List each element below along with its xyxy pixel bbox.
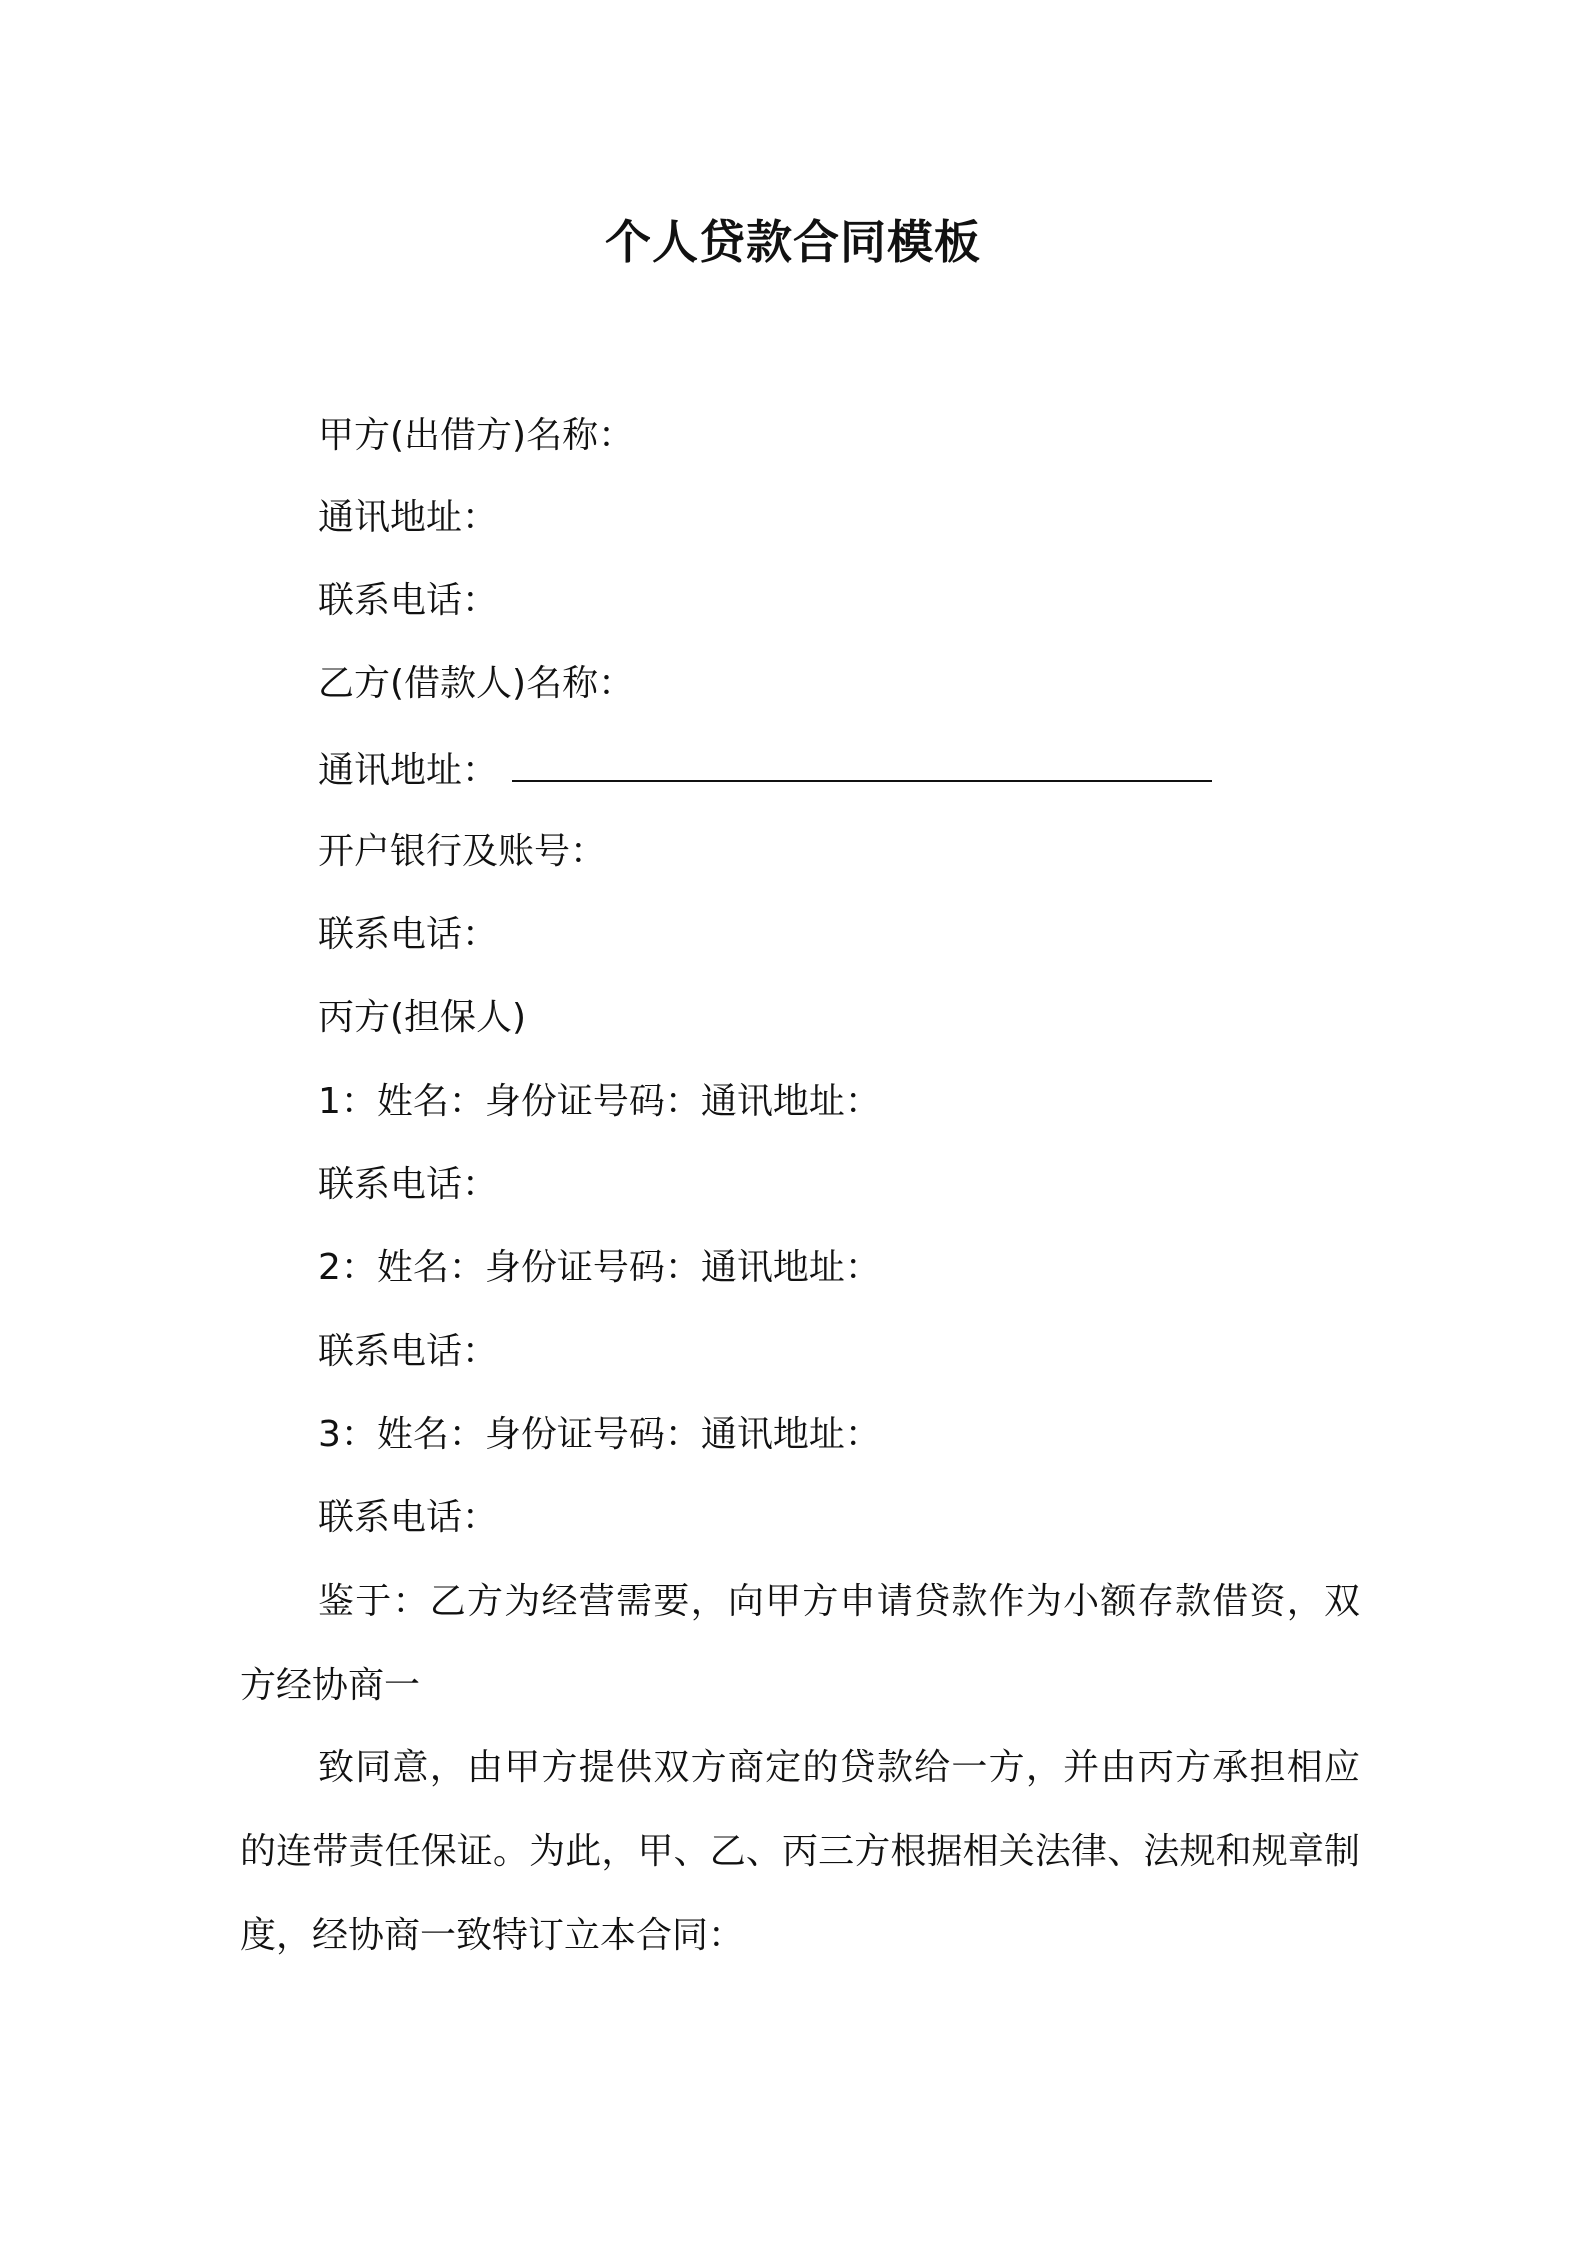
party-a-name-label: 甲方(出借方)名称： xyxy=(318,415,635,456)
party-b-phone-label: 联系电话： xyxy=(318,914,499,955)
party-a-address-label: 通讯地址： xyxy=(318,497,499,538)
party-c-heading: 丙方(担保人) xyxy=(318,997,527,1038)
party-b-address-label: 通讯地址： xyxy=(318,750,499,791)
recital-paragraph-1: 鉴于：乙方为经营需要，向甲方申请贷款作为小额存款借资，双方经协商一 xyxy=(240,1581,1360,1706)
guarantor-1-phone-label: 联系电话： xyxy=(318,1164,499,1205)
party-b-address-blank-line xyxy=(512,744,1212,782)
party-a-phone-label: 联系电话： xyxy=(318,580,499,621)
guarantor-2-info-label: 2：姓名：身份证号码：通讯地址： xyxy=(318,1247,881,1288)
party-b-bank-label: 开户银行及账号： xyxy=(318,831,607,872)
guarantor-2-phone-label: 联系电话： xyxy=(318,1331,499,1372)
guarantor-1-info-label: 1：姓名：身份证号码：通讯地址： xyxy=(318,1081,881,1122)
party-b-name-label: 乙方(借款人)名称： xyxy=(318,663,635,704)
guarantor-3-phone-label: 联系电话： xyxy=(318,1497,499,1538)
guarantor-3-info-label: 3：姓名：身份证号码：通讯地址： xyxy=(318,1414,881,1455)
page-title: 个人贷款合同模板 xyxy=(605,215,981,269)
party-b-address-row xyxy=(318,744,1212,795)
recital-paragraph-2: 致同意，由甲方提供双方商定的贷款给一方，并由丙方承担相应的连带责任保证。为此，甲、乙、丙三方根据相关法律、法规和规章制度，经协商一致特订立本合同： xyxy=(240,1747,1360,1956)
